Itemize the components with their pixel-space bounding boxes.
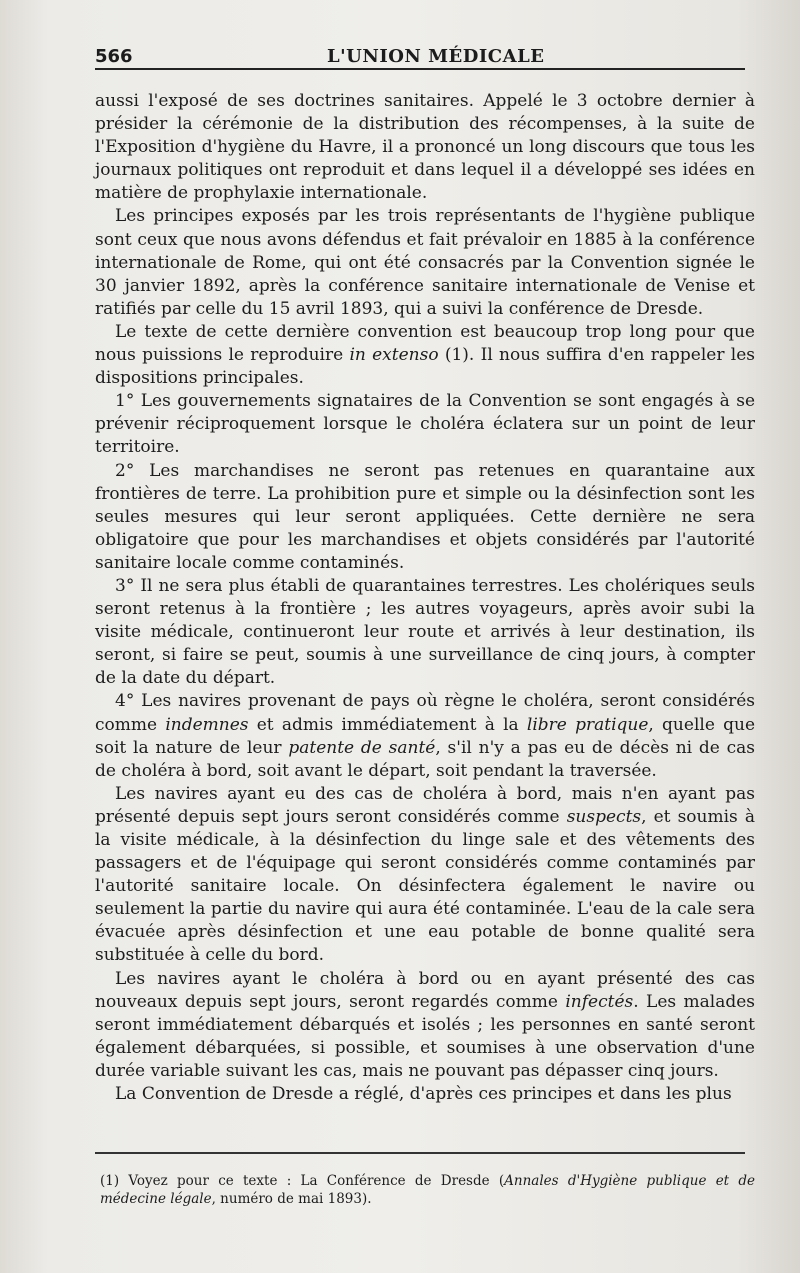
italic-patente-de-sante: patente de santé (288, 737, 436, 758)
footnote: (1) Voyez pour ce texte : La Conférence de Dresde (Annales d'Hygiène publique et de médecine légale, numéro de mai 1893). (100, 1173, 756, 1207)
header-rule (95, 68, 745, 70)
italic-in-extenso: in extenso (349, 345, 439, 366)
italic-libre-pratique: libre pratique (526, 714, 649, 735)
paragraph-suspects: Les navires ayant eu des cas de choléra à bord, mais n'en ayant pas présenté depuis sept jours seront considérés comme suspects, et soumis à la visite médicale, à la désinfection du linge sale et des vêtements des passagers et de l'équipage qui seront considérés comme contaminés par l'autorité sanitaire locale. On désinfectera également le navire ou seulement la partie du navire qui aura été contaminée. L'eau de la cale sera évacuée après désinfection et une eau potable de bonne qualité sera substituée à celle du bord. (95, 783, 755, 966)
provision-4: 4° Les navires provenant de pays où règne le choléra, seront considérés comme indemnes et admis immédiatement à la libre pratique, quelle que soit la nature de leur patente de santé, s'il n'y a pas eu de décès ni de cas de choléra à bord, soit avant le départ, soit pendant la traversée. (95, 691, 756, 781)
page-number: 566 (95, 46, 133, 67)
provision-1: 1° Les gouvernements signataires de la Convention se sont engagés à se prévenir réciproquement lorsque le choléra éclatera sur un point de leur territoire. (95, 391, 755, 458)
provision-3: 3° Il ne sera plus établi de quarantaines terrestres. Les cholériques seuls seront retenus à la frontière ; les autres voyageurs, après avoir subi la visite médicale, continueront leur route et arrivés à leur destination, ils seront, si faire se peut, soumis à une surveillance de cinq jours, à compter de la date du départ. (95, 575, 755, 689)
footnote-rule (95, 1152, 745, 1154)
body-text (95, 90, 755, 1106)
italic-indemnes: indemnes (165, 714, 249, 735)
running-title: L'UNION MÉDICALE (327, 46, 545, 67)
paragraph-convention-text: Le texte de cette dernière convention est beaucoup trop long pour que nous puissions le reproduire in extenso (1). Il nous suffira d'en rappeler les dispositions principales. (95, 321, 755, 389)
paragraph-principles: Les principes exposés par les trois représentants de l'hygiène publique sont ceux que nous avons défendus et fait prévaloir en 1885 à la conférence internationale de Rome, qui ont été consacrés par la Convention signée le 30 janvier 1892, après la conférence sanitaire internationale de Venise et ratifiés par celle du 15 avril 1893, qui a suivi la conférence de Dresde. (95, 206, 755, 319)
italic-suspects: suspects (566, 806, 642, 827)
italic-infectes: infectés (565, 991, 634, 1012)
page-header (95, 38, 745, 68)
provision-2: 2° Les marchandises ne seront pas retenues en quarantaine aux frontières de terre. La prohibition pure et simple ou la désinfection sont les seules mesures qui leur seront appliquées. Cette dernière ne sera obligatoire que pour les marchandises et objets considérés par l'autorité sanitaire locale comme contaminés. (95, 460, 755, 573)
paragraph-dresde: La Convention de Dresde a réglé, d'après ces principes et dans les plus (115, 1084, 732, 1105)
paragraph-continuation: aussi l'exposé de ses doctrines sanitaires. Appelé le 3 octobre dernier à présider la cérémonie de la distribution des récompenses, à la suite de l'Exposition d'hygiène du Havre, il a prononcé un long discours que tous les journaux politiques ont reproduit et dans lequel il a développé ses idées en matière de prophylaxie internationale. (95, 91, 755, 204)
paragraph-infectes: Les navires ayant le choléra à bord ou en ayant présenté des cas nouveaux depuis sept jours, seront regardés comme infectés. Les malades seront immédiatement débarqués et isolés ; les personnes en santé seront également débarquées, si possible, et soumises à une observation d'une durée variable suivant les cas, mais ne pouvant pas dépasser cinq jours. (95, 968, 756, 1081)
italic-annales: Annales d'Hygiène publique et de médecine légale (100, 1173, 756, 1207)
